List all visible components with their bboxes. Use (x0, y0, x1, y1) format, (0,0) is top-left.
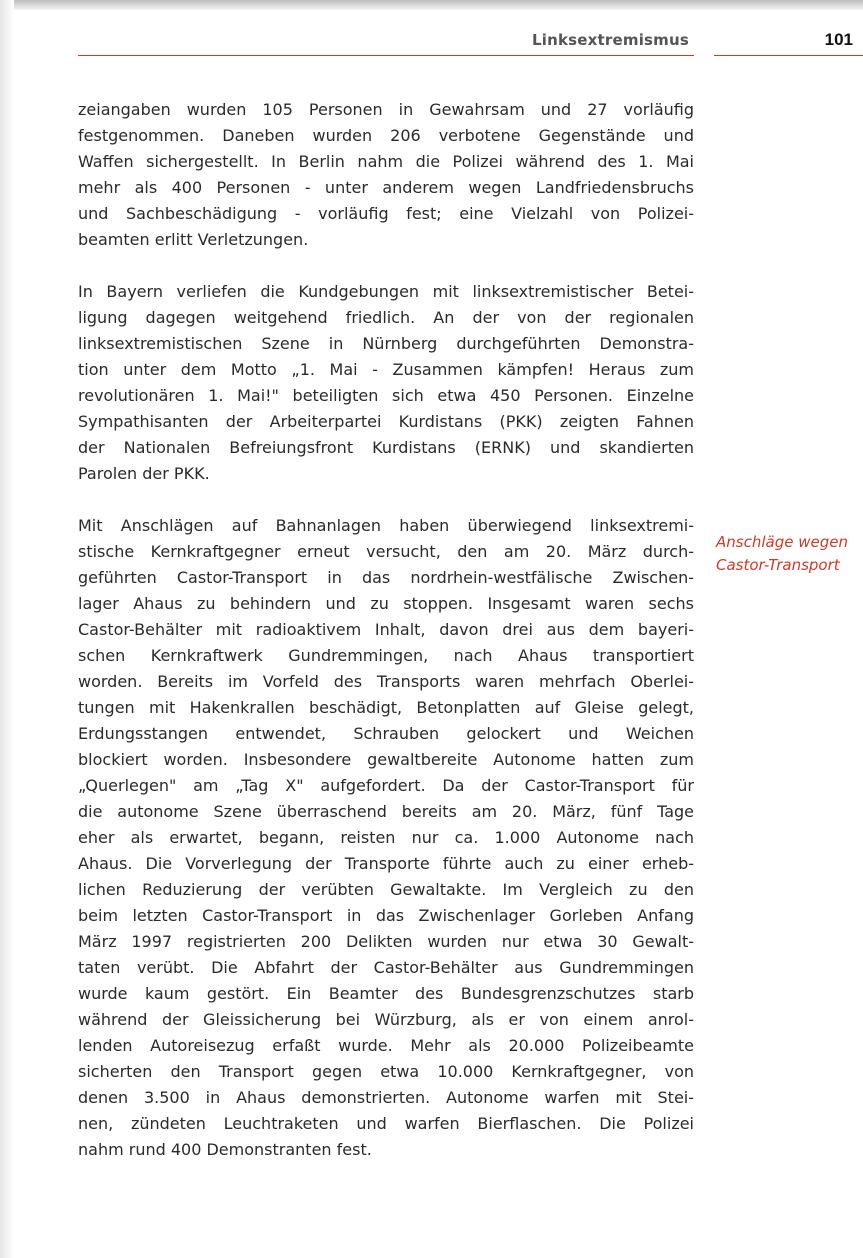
header-rule-margin (714, 55, 863, 56)
text-line: tion unter dem Motto „1. Mai - Zusammen kämpfen! Heraus zum (78, 360, 694, 379)
text-line: beim letzten Castor-Transport in das Zwischenlager Gorleben Anfang (78, 906, 694, 925)
text-line: Sympathisanten der Arbeiterpartei Kurdistans (PKK) zeigten Fahnen (78, 412, 694, 431)
paragraph (78, 279, 694, 487)
text-line: festgenommen. Daneben wurden 206 verbotene Gegenstände und (78, 126, 694, 145)
text-line: blockiert worden. Insbesondere gewaltbereite Autonome hatten zum (78, 750, 694, 769)
text-line: zeiangaben wurden 105 Personen in Gewahrsam und 27 vorläufig (78, 100, 694, 119)
text-line: Castor-Behälter mit radioaktivem Inhalt, davon drei aus dem bayeri- (78, 620, 694, 639)
text-line: tungen mit Hakenkrallen beschädigt, Betonplatten auf Gleise gelegt, (78, 698, 694, 717)
text-line: nahm rund 400 Demonstranten fest. (78, 1140, 372, 1159)
text-line: während der Gleissicherung bei Würzburg, als er von einem anrol- (78, 1010, 694, 1029)
text-line: eher als erwartet, begann, reisten nur ca. 1.000 Autonome nach (78, 828, 694, 847)
text-line: Parolen der PKK. (78, 464, 210, 483)
text-line: März 1997 registrierten 200 Delikten wurden nur etwa 30 Gewalt- (78, 932, 694, 951)
header-rule (78, 55, 694, 56)
text-line: In Bayern verliefen die Kundgebungen mit linksextremistischer Betei- (78, 282, 694, 301)
text-line: Mit Anschlägen auf Bahnanlagen haben überwiegend linksextremi- (78, 516, 694, 535)
text-line: sicherten den Transport gegen etwa 10.000 Kernkraftgegner, von (78, 1062, 694, 1081)
text-line: die autonome Szene überraschend bereits am 20. März, fünf Tage (78, 802, 694, 821)
text-line: geführten Castor-Transport in das nordrhein-westfälische Zwischen- (78, 568, 694, 587)
text-line: worden. Bereits im Vorfeld des Transports waren mehrfach Oberlei- (78, 672, 694, 691)
margin-note-line: Castor-Transport (716, 556, 840, 574)
page-left-edge (0, 0, 14, 1258)
paragraph (78, 97, 694, 253)
text-line: nen, zündeten Leuchtraketen und warfen Bierflaschen. Die Polizei (78, 1114, 694, 1133)
text-line: wurde kaum gestört. Ein Beamter des Bundesgrenzschutzes starb (78, 984, 694, 1003)
text-line: „Querlegen" am „Tag X" aufgefordert. Da der Castor-Transport für (78, 776, 694, 795)
text-line: taten verübt. Die Abfahrt der Castor-Behälter aus Gundremmingen (78, 958, 694, 977)
text-line: lenden Autoreisezug erfaßt wurde. Mehr als 20.000 Polizeibeamte (78, 1036, 694, 1055)
text-line: der Nationalen Befreiungsfront Kurdistans (ERNK) und skandierten (78, 438, 694, 457)
text-line: stische Kernkraftgegner erneut versucht, den am 20. März durch- (78, 542, 694, 561)
page-top-edge (0, 0, 863, 10)
margin-note-line: Anschläge wegen (716, 533, 848, 551)
text-line: lichen Reduzierung der verübten Gewaltakte. Im Vergleich zu den (78, 880, 694, 899)
text-line: Ahaus. Die Vorverlegung der Transporte führte auch zu einer erheb- (78, 854, 694, 873)
text-line: ligung dagegen weitgehend friedlich. An der von der regionalen (78, 308, 694, 327)
running-header-title: Linksextremismus (532, 31, 690, 49)
page-number: 101 (824, 30, 853, 49)
text-line: mehr als 400 Personen - unter anderem wegen Landfriedensbruchs (78, 178, 694, 197)
text-line: und Sachbeschädigung - vorläufig fest; eine Vielzahl von Polizei- (78, 204, 694, 223)
text-line: Erdungsstangen entwendet, Schrauben gelockert und Weichen (78, 724, 694, 743)
body-text (78, 97, 694, 1189)
margin-note (716, 531, 861, 577)
text-line: beamten erlitt Verletzungen. (78, 230, 309, 249)
paragraph (78, 513, 694, 1163)
text-line: denen 3.500 in Ahaus demonstrierten. Autonome warfen mit Stei- (78, 1088, 694, 1107)
text-line: lager Ahaus zu behindern und zu stoppen. Insgesamt waren sechs (78, 594, 694, 613)
text-line: Waffen sichergestellt. In Berlin nahm die Polizei während des 1. Mai (78, 152, 694, 171)
text-line: schen Kernkraftwerk Gundremmingen, nach Ahaus transportiert (78, 646, 694, 665)
text-line: linksextremistischen Szene in Nürnberg durchgeführten Demonstra- (78, 334, 694, 353)
text-line: revolutionären 1. Mai!" beteiligten sich etwa 450 Personen. Einzelne (78, 386, 694, 405)
